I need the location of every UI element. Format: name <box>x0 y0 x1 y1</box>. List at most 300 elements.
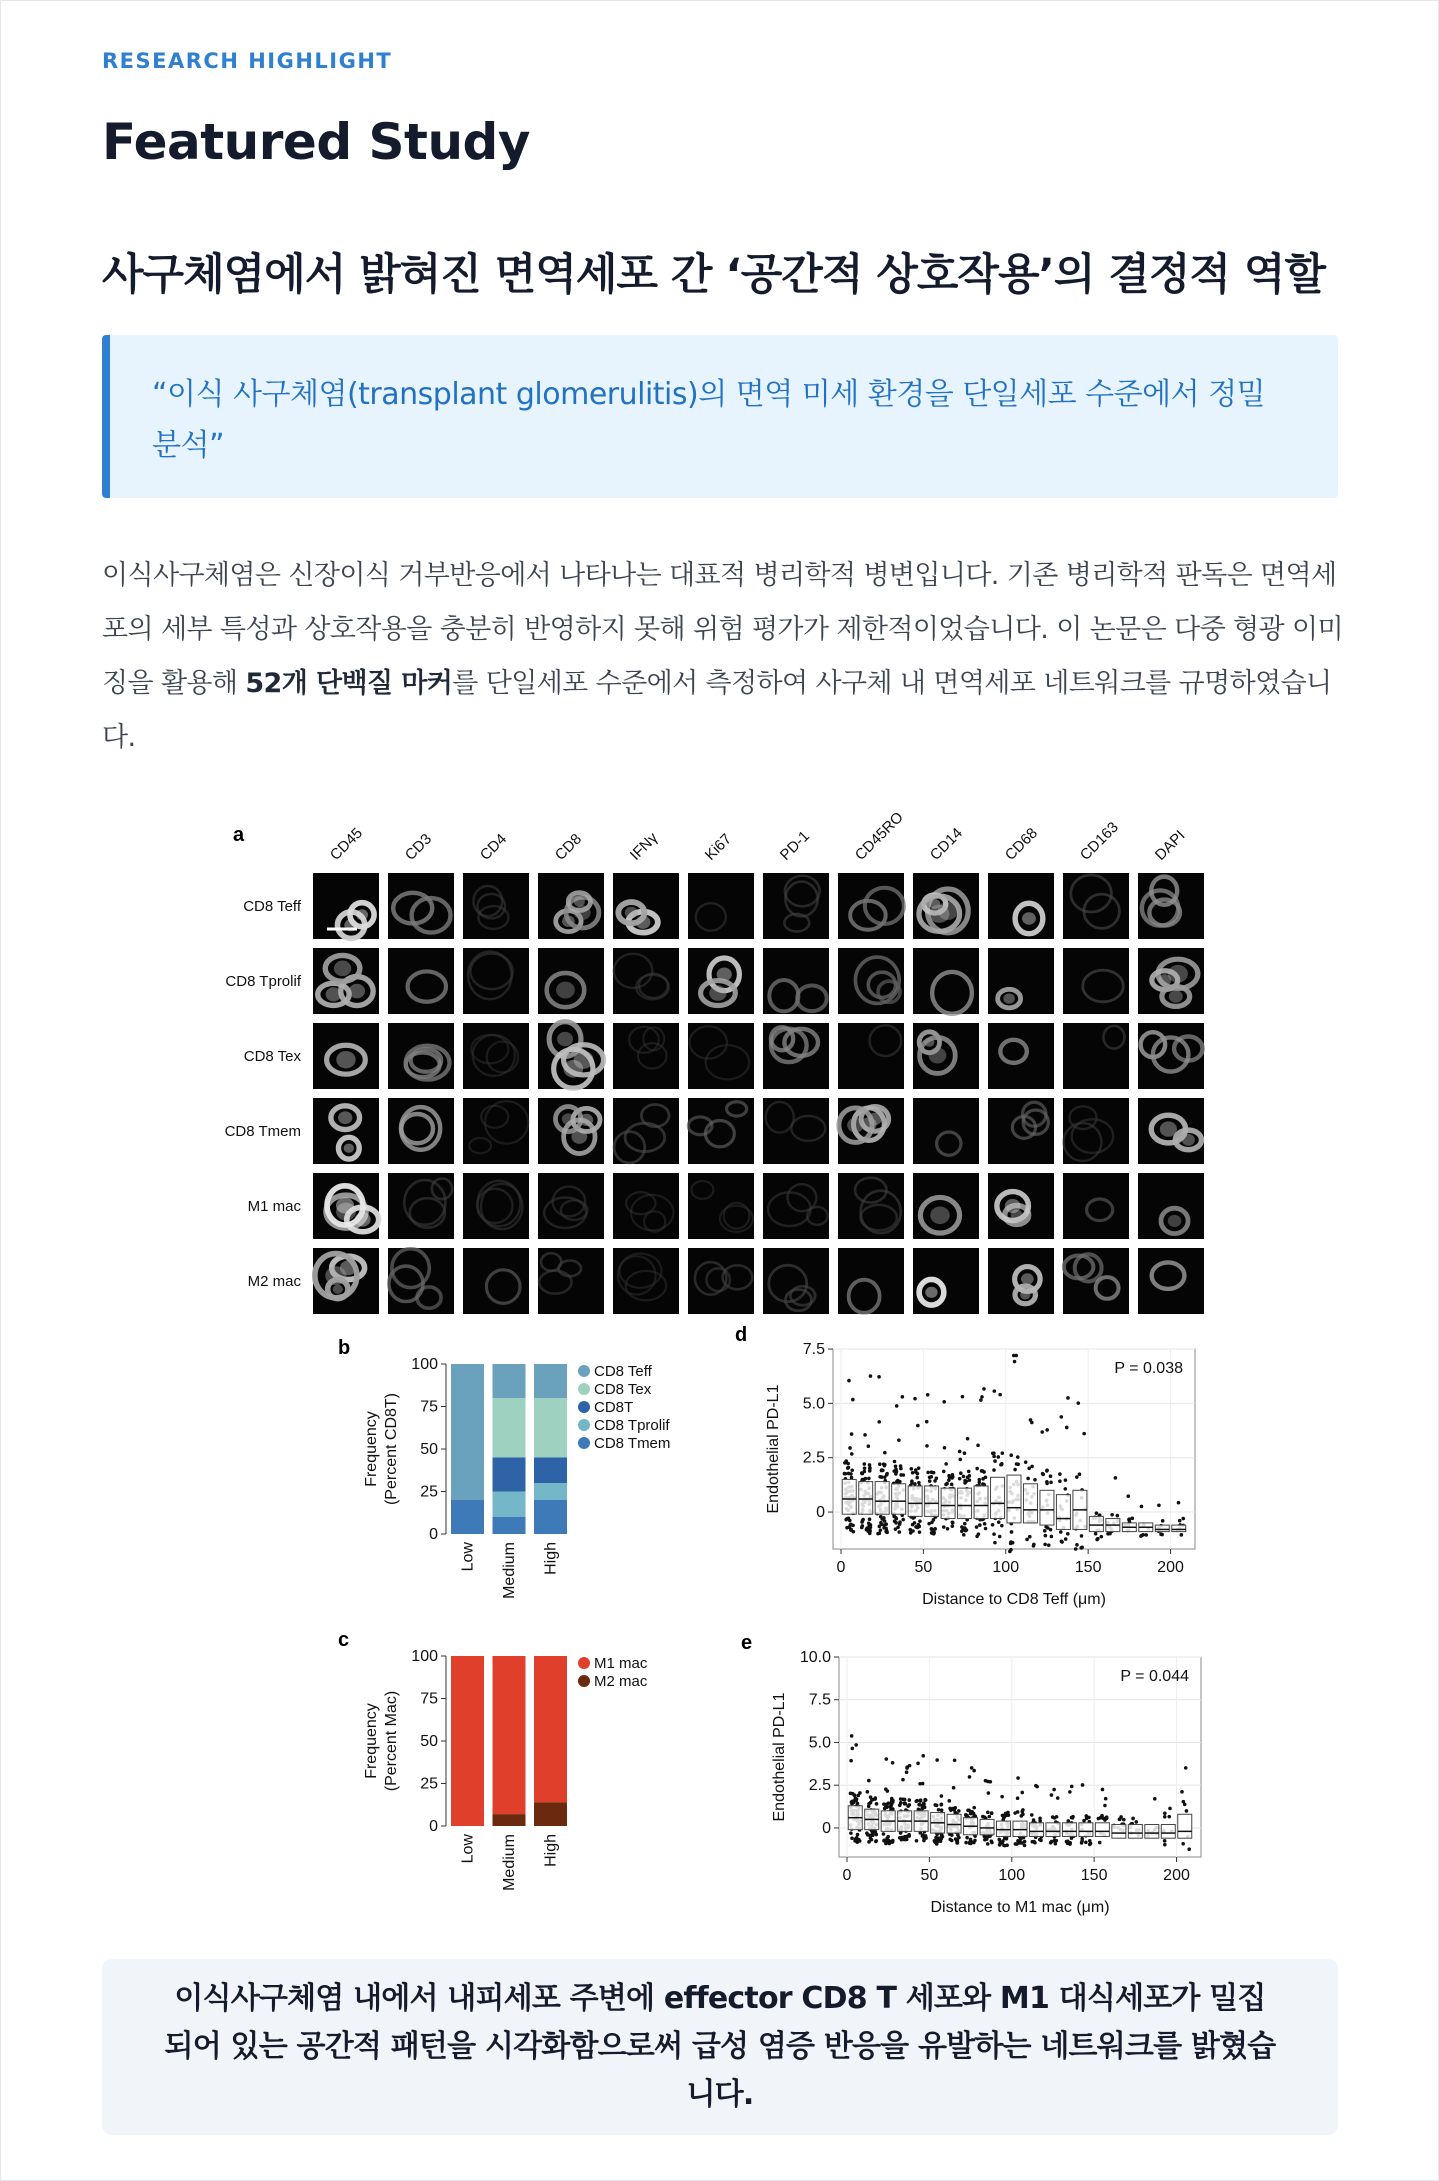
y-tick-label: 50 <box>420 1733 438 1750</box>
data-point <box>878 1531 882 1535</box>
data-point <box>1025 1538 1029 1542</box>
article-subtitle: 사구체염에서 밝혀진 면역세포 간 ‘공간적 상호작용’의 결정적 역할 <box>102 250 1325 300</box>
cell-core <box>1020 1290 1030 1299</box>
data-point <box>882 1802 886 1806</box>
data-point <box>968 1775 972 1779</box>
data-point <box>960 1525 964 1529</box>
data-point <box>1157 1504 1161 1508</box>
data-point <box>1000 1524 1004 1528</box>
microscopy-tile <box>1063 1023 1129 1089</box>
microscopy-tile <box>463 873 529 939</box>
data-point <box>1075 1543 1079 1547</box>
microscopy-tile <box>988 1023 1054 1089</box>
data-point <box>894 1468 898 1472</box>
data-point <box>1114 1476 1118 1480</box>
microscopy-tile <box>463 1248 529 1314</box>
data-point <box>924 1798 928 1802</box>
data-point <box>891 1800 895 1804</box>
box <box>892 1484 906 1514</box>
data-point <box>868 1466 872 1470</box>
panel-a-row-label: CD8 Tprolif <box>225 973 301 990</box>
data-point <box>1140 1534 1144 1538</box>
data-point <box>868 1532 872 1536</box>
body-text-part1: 이식사구체염은 신장이식 거부반응에서 나타나는 대표적 병리학적 병변입니다. 기존 병리학적 판독은 면역세포의 세부 특성과 상호작용을 충분히 반영하지 못해 위험 평가가 제한적이었습니다. 이 논문은 다중 형광 이미징을 활용해 <box>102 560 1343 699</box>
microscopy-tile <box>913 1173 979 1239</box>
box <box>958 1488 972 1518</box>
data-point <box>981 1815 985 1819</box>
data-point <box>898 1520 902 1524</box>
data-point <box>958 1477 962 1481</box>
box <box>1145 1825 1159 1839</box>
data-point <box>982 1387 986 1391</box>
microscopy-tile <box>463 1023 529 1089</box>
data-point <box>1060 1540 1064 1544</box>
box <box>1079 1823 1093 1837</box>
box <box>1178 1814 1192 1838</box>
data-point <box>845 1517 849 1521</box>
data-point <box>949 1808 953 1812</box>
data-point <box>1018 1841 1022 1845</box>
cell-core <box>344 1143 354 1152</box>
data-point <box>992 1532 996 1536</box>
box <box>980 1819 994 1834</box>
data-point <box>1144 1533 1148 1537</box>
data-point <box>850 1468 854 1472</box>
microscopy-tile <box>763 1023 829 1089</box>
box <box>1062 1823 1076 1837</box>
data-point <box>942 1400 946 1404</box>
data-point <box>950 1483 954 1487</box>
box <box>1095 1823 1109 1837</box>
data-point <box>1134 1820 1138 1824</box>
x-tick-label: 100 <box>998 1867 1026 1884</box>
data-point <box>856 1794 860 1798</box>
microscopy-tile <box>1138 948 1204 1014</box>
tile-background <box>1063 1173 1129 1239</box>
data-point <box>1044 1525 1048 1529</box>
data-point <box>998 1393 1002 1397</box>
y-axis-label-unit: (Percent CD8T) <box>383 1392 400 1506</box>
data-point <box>924 1836 928 1840</box>
data-point <box>867 1802 871 1806</box>
data-point <box>980 1395 984 1399</box>
data-point <box>992 1455 996 1459</box>
x-tick-label: 0 <box>842 1867 852 1884</box>
data-point <box>1027 1466 1031 1470</box>
x-tick-label: Low <box>459 1542 477 1572</box>
data-point <box>1009 1548 1013 1552</box>
data-point <box>948 1838 952 1842</box>
data-point <box>1084 1841 1088 1845</box>
box <box>1007 1475 1021 1523</box>
microscopy-tile <box>388 1023 454 1089</box>
data-point <box>1015 1842 1019 1846</box>
data-point <box>917 1525 921 1529</box>
data-point <box>1013 1468 1017 1472</box>
box <box>1172 1525 1186 1532</box>
data-point <box>878 1525 882 1529</box>
panel-a-row-label: CD8 Teff <box>243 898 301 915</box>
data-point <box>850 1432 854 1436</box>
box <box>1128 1825 1142 1839</box>
box <box>1089 1516 1103 1531</box>
bar-segment <box>451 1500 484 1534</box>
data-point <box>904 1802 908 1806</box>
data-point <box>848 1523 852 1527</box>
data-point <box>939 1803 943 1807</box>
data-point <box>1021 1813 1025 1817</box>
data-point <box>849 1759 853 1763</box>
data-point <box>901 1778 905 1782</box>
y-tick-label: 5.0 <box>802 1395 825 1413</box>
data-point <box>1035 1785 1039 1789</box>
panel-a-row-label: M1 mac <box>247 1198 301 1215</box>
data-point <box>907 1834 911 1838</box>
data-point <box>975 1467 979 1471</box>
microscopy-tile <box>688 1023 754 1089</box>
data-point <box>1074 1547 1078 1551</box>
data-point <box>878 1462 882 1466</box>
microscopy-tile <box>913 1098 979 1164</box>
microscopy-tile <box>313 1098 379 1164</box>
data-point <box>992 1451 996 1455</box>
data-point <box>908 1803 912 1807</box>
data-point <box>893 1460 897 1464</box>
microscopy-tile <box>313 1248 379 1314</box>
data-point <box>1094 1532 1098 1536</box>
data-point <box>1104 1797 1108 1801</box>
data-point <box>925 1444 929 1448</box>
cell-core <box>1021 1273 1034 1284</box>
data-point <box>1106 1532 1110 1536</box>
data-point <box>1182 1800 1186 1804</box>
cell-core <box>326 987 342 1001</box>
cell-core <box>1168 1215 1182 1227</box>
data-point <box>983 1522 987 1526</box>
data-point <box>899 1801 903 1805</box>
data-point <box>1059 1530 1063 1534</box>
data-point <box>1080 1534 1084 1538</box>
data-point <box>1032 1544 1036 1548</box>
data-point <box>1075 1475 1079 1479</box>
y-tick-label: 2.5 <box>802 1449 825 1467</box>
data-point <box>887 1801 891 1805</box>
y-tick-label: 0 <box>822 1819 831 1837</box>
y-tick-label: 100 <box>411 1648 438 1665</box>
cell-core <box>336 1051 355 1068</box>
data-point <box>987 1791 991 1795</box>
data-point <box>1070 1785 1074 1789</box>
bar-segment <box>534 1458 567 1484</box>
legend-label: M2 mac <box>594 1673 648 1690</box>
x-tick-label: 100 <box>992 1559 1020 1576</box>
box <box>991 1477 1005 1518</box>
microscopy-tile <box>988 1098 1054 1164</box>
y-tick-label: 50 <box>420 1441 438 1458</box>
data-point <box>946 1527 950 1531</box>
box <box>1155 1525 1169 1532</box>
highlight-quote <box>102 335 1338 498</box>
bar-segment <box>493 1364 526 1398</box>
data-point <box>1078 1472 1082 1476</box>
y-tick-label: 75 <box>420 1398 438 1416</box>
data-point <box>991 1523 995 1527</box>
data-point <box>894 1521 898 1525</box>
panel-a-row-label: CD8 Tmem <box>224 1123 301 1140</box>
data-point <box>1041 1472 1045 1476</box>
data-point <box>1020 1791 1024 1795</box>
y-tick-label: 2.5 <box>808 1777 831 1795</box>
data-point <box>1010 1530 1014 1534</box>
data-point <box>917 1481 921 1485</box>
data-point <box>886 1789 890 1793</box>
microscopy-tile <box>613 1248 679 1314</box>
data-point <box>915 1839 919 1843</box>
bar-segment <box>451 1364 484 1500</box>
data-point <box>981 1482 985 1486</box>
legend-label: CD8 Teff <box>594 1363 652 1380</box>
data-point <box>964 1813 968 1817</box>
data-point <box>898 1530 902 1534</box>
data-point <box>851 1398 855 1402</box>
data-point <box>1000 1841 1004 1845</box>
data-point <box>901 1518 905 1522</box>
data-point <box>863 1433 867 1437</box>
cell-core <box>1182 1134 1195 1146</box>
data-point <box>929 1475 933 1479</box>
microscopy-tile <box>688 1173 754 1239</box>
data-point <box>1153 1797 1157 1801</box>
data-point <box>984 1779 988 1783</box>
data-point <box>860 1526 864 1530</box>
data-point <box>1116 1514 1120 1518</box>
data-point <box>844 1472 848 1476</box>
bar-segment <box>534 1398 567 1458</box>
data-point <box>1140 1505 1144 1509</box>
tile-background <box>538 1173 604 1239</box>
panel-label-a: a <box>233 824 245 846</box>
data-point <box>1050 1840 1054 1844</box>
cell-core <box>847 1118 864 1133</box>
data-point <box>1168 1807 1172 1811</box>
microscopy-tile <box>1138 1023 1204 1089</box>
box <box>1040 1490 1054 1525</box>
box <box>1046 1823 1060 1837</box>
data-point <box>952 1786 956 1790</box>
tile-background <box>1138 1248 1204 1314</box>
article-body <box>102 549 1352 765</box>
data-point <box>911 1471 915 1475</box>
data-point <box>849 1528 853 1532</box>
microscopy-tile <box>1138 1173 1204 1239</box>
box <box>1029 1823 1043 1837</box>
microscopy-tile <box>538 1173 604 1239</box>
data-point <box>916 1762 920 1766</box>
data-point <box>1030 1813 1034 1817</box>
bar-segment <box>493 1398 526 1458</box>
panel-a-column-label: CD3 <box>401 830 436 864</box>
data-point <box>1049 1474 1053 1478</box>
microscopy-tile <box>538 1248 604 1314</box>
data-point <box>860 1520 864 1524</box>
data-point <box>851 1747 855 1751</box>
data-point <box>1047 1543 1051 1547</box>
tile-background <box>1138 1173 1204 1239</box>
cell-core <box>930 1206 950 1224</box>
data-point <box>986 1842 990 1846</box>
x-tick-label: 50 <box>914 1559 933 1576</box>
box <box>1013 1821 1027 1836</box>
x-tick-label: 150 <box>1080 1867 1108 1884</box>
section-kicker: RESEARCH HIGHLIGHT <box>102 49 393 73</box>
data-point <box>1181 1842 1185 1846</box>
data-point <box>977 1478 981 1482</box>
data-point <box>928 1479 932 1483</box>
microscopy-tile <box>538 873 604 939</box>
microscopy-tile <box>538 1098 604 1164</box>
data-point <box>843 1461 847 1465</box>
data-point <box>846 1462 850 1466</box>
microscopy-tile <box>988 1248 1054 1314</box>
data-point <box>970 1810 974 1814</box>
data-point <box>933 1527 937 1531</box>
data-point <box>1045 1480 1049 1484</box>
data-point <box>1178 1519 1182 1523</box>
y-tick-label: 7.5 <box>802 1341 825 1358</box>
cell-core <box>574 897 585 907</box>
data-point <box>909 1531 913 1535</box>
data-point <box>947 1799 951 1803</box>
data-point <box>867 1444 871 1448</box>
data-point <box>867 1779 871 1783</box>
data-point <box>919 1798 923 1802</box>
data-point <box>1095 1538 1099 1542</box>
data-point <box>962 1475 966 1479</box>
data-point <box>916 1424 920 1428</box>
data-point <box>1126 1494 1130 1498</box>
data-point <box>950 1476 954 1480</box>
data-point <box>1012 1354 1016 1358</box>
panel-a-column-label: Ki67 <box>701 830 736 864</box>
data-point <box>871 1798 875 1802</box>
data-point <box>921 1754 925 1758</box>
y-tick-label: 0 <box>429 1818 438 1835</box>
data-point <box>915 1476 919 1480</box>
microscopy-tile <box>1063 948 1129 1014</box>
data-point <box>943 1446 947 1450</box>
cell-core <box>356 909 368 920</box>
data-point <box>1070 1816 1074 1820</box>
data-point <box>951 1473 955 1477</box>
data-point <box>899 1467 903 1471</box>
microscopy-tile <box>613 1173 679 1239</box>
data-point <box>1184 1766 1188 1770</box>
data-point <box>933 1839 937 1843</box>
panel-a-column-label: CD8 <box>551 830 586 864</box>
data-point <box>865 1527 869 1531</box>
panel-a-row-label: CD8 Tex <box>243 1048 301 1065</box>
panel-a-column-label: CD14 <box>926 824 966 864</box>
data-point <box>1065 1840 1069 1844</box>
data-point <box>1023 1840 1027 1844</box>
data-point <box>916 1472 920 1476</box>
data-point <box>1043 1543 1047 1547</box>
data-point <box>925 1420 929 1424</box>
panel-a-column-label: CD45 <box>326 824 366 864</box>
data-point <box>886 1839 890 1843</box>
data-point <box>875 1802 879 1806</box>
microscopy-tile <box>838 1248 904 1314</box>
data-point <box>933 1803 937 1807</box>
data-point <box>1181 1517 1185 1521</box>
data-point <box>973 1839 977 1843</box>
tile-background <box>1063 1023 1129 1089</box>
data-point <box>968 1474 972 1478</box>
data-point <box>883 1451 887 1455</box>
data-point <box>1023 1844 1027 1848</box>
cell-core <box>1022 912 1036 924</box>
data-point <box>935 1758 939 1762</box>
data-point <box>1161 1519 1165 1523</box>
data-point <box>965 1528 969 1532</box>
data-point <box>1079 1546 1083 1550</box>
data-point <box>1066 1532 1070 1536</box>
microscopy-tile <box>613 948 679 1014</box>
data-point <box>851 1792 855 1796</box>
data-point <box>1088 1839 1092 1843</box>
panel-a-column-label: CD45RO <box>851 809 907 864</box>
data-point <box>867 1521 871 1525</box>
data-point <box>1054 1842 1058 1846</box>
data-point <box>849 1472 853 1476</box>
data-point <box>867 1477 871 1481</box>
data-point <box>986 1810 990 1814</box>
data-point <box>951 1524 955 1528</box>
y-tick-label: 10.0 <box>799 1649 831 1666</box>
data-point <box>1102 1817 1106 1821</box>
cell-core <box>1158 974 1171 986</box>
microscopy-tile <box>313 1173 379 1239</box>
microscopy-tile <box>463 1098 529 1164</box>
microscopy-tile <box>988 1173 1054 1239</box>
microscopy-tile <box>913 948 979 1014</box>
data-point <box>944 1483 948 1487</box>
box <box>908 1486 922 1516</box>
data-point <box>886 1835 890 1839</box>
data-point <box>970 1766 974 1770</box>
y-axis-label: Endothelial PD-L1 <box>771 1692 788 1822</box>
data-point <box>1065 1426 1069 1430</box>
panel-a-column-label: CD163 <box>1076 818 1122 864</box>
data-point <box>1052 1788 1056 1792</box>
data-point <box>869 1374 873 1378</box>
data-point <box>1119 1815 1123 1819</box>
data-point <box>1003 1815 1007 1819</box>
data-point <box>1059 1415 1063 1419</box>
data-point <box>1180 1790 1184 1794</box>
data-point <box>1122 1818 1126 1822</box>
data-point <box>964 1841 968 1845</box>
microscopy-tile <box>763 1098 829 1164</box>
data-point <box>878 1475 882 1479</box>
panel-a-column-label: CD68 <box>1001 824 1041 864</box>
data-point <box>1187 1847 1191 1851</box>
data-point <box>862 1478 866 1482</box>
data-point <box>990 1811 994 1815</box>
data-point <box>955 1839 959 1843</box>
data-point <box>981 1469 985 1473</box>
data-point <box>1038 1817 1042 1821</box>
